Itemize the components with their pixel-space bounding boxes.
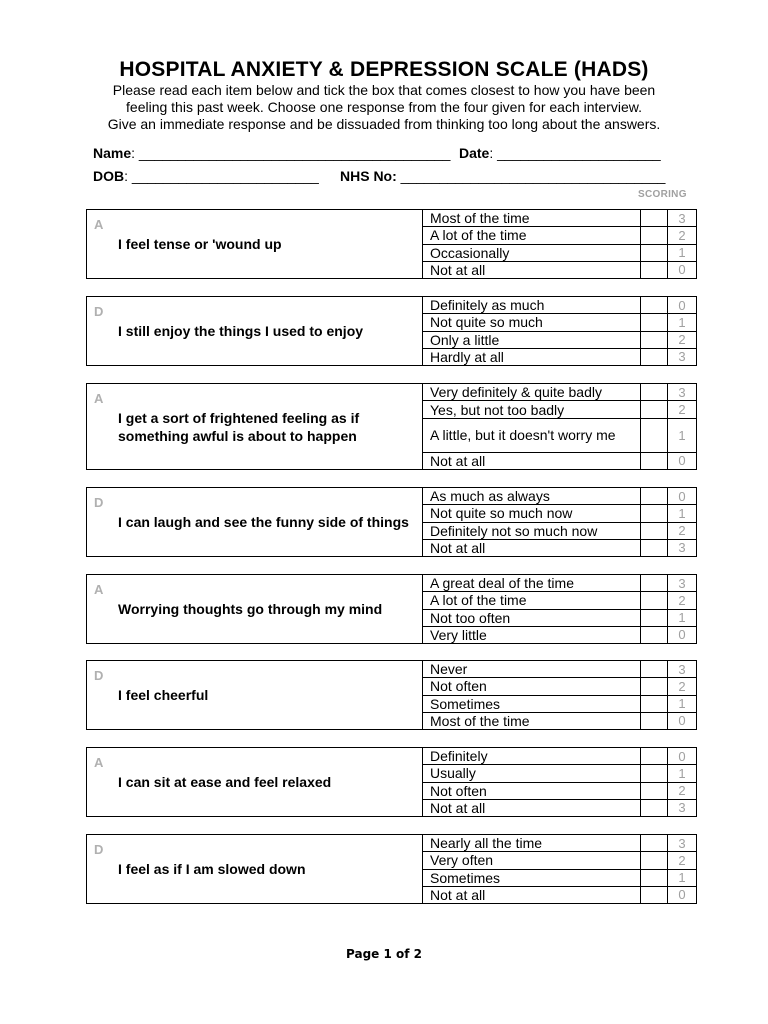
answer-options	[422, 210, 696, 278]
tick-box[interactable]	[640, 575, 667, 591]
answer-score: 0	[667, 748, 696, 764]
answer-label: Definitely as much	[430, 297, 545, 314]
answer-label: Not quite so much	[430, 314, 543, 331]
question-item	[86, 383, 697, 470]
answer-options	[422, 661, 696, 729]
answer-score: 0	[667, 453, 696, 469]
answer-label: Not at all	[430, 799, 486, 816]
answer-label: Occasionally	[430, 244, 510, 261]
answer-options	[422, 488, 696, 556]
nhs-field[interactable]	[340, 168, 665, 184]
tick-box[interactable]	[640, 610, 667, 626]
answer-score: 2	[667, 227, 696, 243]
answer-score: 2	[667, 523, 696, 539]
answer-row	[423, 661, 696, 677]
answer-row	[423, 313, 696, 330]
tick-box[interactable]	[640, 210, 667, 226]
tick-box[interactable]	[640, 661, 667, 677]
tick-box[interactable]	[640, 800, 667, 816]
instruction-line-3: Give an immediate response and be dissuaded from thinking too long about the answers.	[107, 116, 661, 132]
answer-label: Most of the time	[430, 712, 530, 729]
answer-score: 1	[667, 870, 696, 886]
answer-label: Not at all	[430, 539, 486, 556]
answer-label: Usually	[430, 765, 476, 782]
answer-row	[423, 522, 696, 539]
answer-label: Not at all	[430, 452, 486, 469]
tick-box[interactable]	[640, 419, 667, 452]
answer-row	[423, 748, 696, 764]
answer-label: Only a little	[430, 331, 500, 348]
name-label: Name	[93, 145, 132, 161]
tick-box[interactable]	[640, 835, 667, 851]
question-item	[86, 660, 697, 730]
subscale-tag: A	[94, 582, 104, 597]
tick-box[interactable]	[640, 384, 667, 400]
answer-row	[423, 504, 696, 521]
tick-box[interactable]	[640, 696, 667, 712]
answer-row	[423, 591, 696, 608]
answer-row	[423, 261, 696, 278]
answer-label: As much as always	[430, 488, 550, 505]
answer-label: Nearly all the time	[430, 835, 543, 852]
answer-options	[422, 384, 696, 469]
question-item	[86, 487, 697, 557]
tick-box[interactable]	[640, 245, 667, 261]
answer-row	[423, 869, 696, 886]
tick-box[interactable]	[640, 887, 667, 903]
tick-box[interactable]	[640, 852, 667, 868]
answer-row	[423, 452, 696, 469]
tick-box[interactable]	[640, 627, 667, 643]
question-text: I still enjoy the things I used to enjoy	[118, 323, 364, 339]
tick-box[interactable]	[640, 748, 667, 764]
answer-row	[423, 886, 696, 903]
answer-score: 2	[667, 332, 696, 348]
answer-label: Definitely not so much now	[430, 522, 598, 539]
answer-score: 0	[667, 887, 696, 903]
answer-row	[423, 575, 696, 591]
tick-box[interactable]	[640, 349, 667, 365]
dob-value[interactable]: : ________________________	[124, 168, 319, 184]
answer-label: Not quite so much now	[430, 505, 573, 522]
answer-row	[423, 384, 696, 400]
answer-score: 3	[667, 349, 696, 365]
question-text: I can sit at ease and feel relaxed	[118, 774, 332, 790]
tick-box[interactable]	[640, 765, 667, 781]
question-item	[86, 747, 697, 817]
answer-label: A lot of the time	[430, 227, 527, 244]
answer-label: A little, but it doesn't worry me	[430, 427, 616, 444]
answer-label: Very definitely & quite badly	[430, 384, 602, 401]
dob-field[interactable]	[93, 168, 319, 184]
page-title: HOSPITAL ANXIETY & DEPRESSION SCALE (HADS)	[119, 58, 649, 81]
answer-score: 1	[667, 314, 696, 330]
tick-box[interactable]	[640, 783, 667, 799]
question-item	[86, 209, 697, 279]
answer-score: 2	[667, 678, 696, 694]
nhs-value[interactable]: __________________________________	[396, 168, 666, 184]
answer-score: 1	[667, 696, 696, 712]
question-text: I feel cheerful	[118, 687, 209, 703]
tick-box[interactable]	[640, 297, 667, 313]
date-field[interactable]	[459, 145, 661, 161]
answer-label: Very little	[430, 626, 487, 643]
subscale-tag: D	[94, 495, 104, 510]
answer-row	[423, 226, 696, 243]
answer-row	[423, 677, 696, 694]
subscale-tag: D	[94, 304, 104, 319]
question-text: Worrying thoughts go through my mind	[118, 601, 383, 617]
answer-label: Yes, but not too badly	[430, 401, 565, 418]
question-item	[86, 574, 697, 644]
tick-box[interactable]	[640, 488, 667, 504]
answer-label: Not at all	[430, 886, 486, 903]
answer-options	[422, 297, 696, 365]
scoring-header: SCORING	[638, 189, 687, 200]
answer-score: 3	[667, 540, 696, 556]
answer-options	[422, 835, 696, 903]
tick-box[interactable]	[640, 523, 667, 539]
subscale-tag: A	[94, 755, 104, 770]
answer-score: 0	[667, 488, 696, 504]
answer-score: 2	[667, 401, 696, 417]
tick-box[interactable]	[640, 505, 667, 521]
name-value[interactable]: : ________________________________________	[131, 145, 451, 161]
answer-row	[423, 539, 696, 556]
answer-score: 1	[667, 505, 696, 521]
question-text: I get a sort of frightened feeling as if something awful is about to happen	[118, 409, 360, 444]
tick-box[interactable]	[640, 870, 667, 886]
answer-score: 0	[667, 297, 696, 313]
answer-score: 3	[667, 800, 696, 816]
date-label: Date	[459, 145, 490, 161]
answer-score: 3	[667, 575, 696, 591]
question-text: I can laugh and see the funny side of things	[118, 514, 409, 530]
question-item	[86, 834, 697, 904]
subscale-tag: A	[94, 217, 104, 232]
tick-box[interactable]	[640, 401, 667, 417]
answer-row	[423, 400, 696, 417]
answer-row	[423, 626, 696, 643]
answer-score: 3	[667, 210, 696, 226]
answer-label: Not often	[430, 782, 487, 799]
tick-box[interactable]	[640, 227, 667, 243]
instruction-line-1: Please read each item below and tick the box that comes closest to how you have been	[112, 82, 656, 98]
answer-score: 2	[667, 592, 696, 608]
answer-label: Definitely	[430, 748, 488, 765]
instruction-line-2: feeling this past week. Choose one response from the four given for each interview.	[126, 99, 642, 115]
tick-box[interactable]	[640, 332, 667, 348]
answer-label: Sometimes	[430, 695, 501, 712]
answer-row	[423, 835, 696, 851]
answer-row	[423, 712, 696, 729]
date-value[interactable]: : _____________________	[489, 145, 661, 161]
answer-label: Not too often	[430, 609, 511, 626]
answer-score: 2	[667, 783, 696, 799]
answer-score: 3	[667, 835, 696, 851]
answer-score: 2	[667, 852, 696, 868]
answer-label: Not often	[430, 678, 487, 695]
answer-label: Never	[430, 661, 468, 678]
answer-options	[422, 575, 696, 643]
answer-row	[423, 799, 696, 816]
subscale-tag: D	[94, 668, 104, 683]
tick-box[interactable]	[640, 314, 667, 330]
answer-label: A lot of the time	[430, 592, 527, 609]
answer-row	[423, 297, 696, 313]
answer-score: 0	[667, 627, 696, 643]
tick-box[interactable]	[640, 262, 667, 278]
answer-row	[423, 348, 696, 365]
answer-label: Hardly at all	[430, 348, 504, 365]
answer-label: Not at all	[430, 261, 486, 278]
tick-box[interactable]	[640, 592, 667, 608]
dob-label: DOB	[93, 168, 125, 184]
question-text: I feel tense or 'wound up	[118, 236, 282, 252]
answer-label: Most of the time	[430, 210, 530, 227]
answer-score: 1	[667, 765, 696, 781]
answer-row	[423, 851, 696, 868]
answer-score: 0	[667, 262, 696, 278]
tick-box[interactable]	[640, 453, 667, 469]
answer-row	[423, 782, 696, 799]
answer-options	[422, 748, 696, 816]
subscale-tag: A	[94, 391, 104, 406]
answer-score: 1	[667, 610, 696, 626]
answer-score: 0	[667, 713, 696, 729]
question-item	[86, 296, 697, 366]
answer-label: Sometimes	[430, 869, 501, 886]
answer-label: A great deal of the time	[430, 575, 574, 592]
answer-row	[423, 244, 696, 261]
tick-box[interactable]	[640, 540, 667, 556]
answer-score: 1	[667, 245, 696, 261]
answer-row	[423, 609, 696, 626]
tick-box[interactable]	[640, 678, 667, 694]
answer-row	[423, 418, 696, 452]
answer-row	[423, 488, 696, 504]
page-footer: Page 1 of 2	[346, 947, 422, 961]
answer-row	[423, 695, 696, 712]
question-text: I feel as if I am slowed down	[118, 861, 306, 877]
nhs-label: NHS No:	[340, 168, 397, 184]
tick-box[interactable]	[640, 713, 667, 729]
answer-score: 3	[667, 661, 696, 677]
subscale-tag: D	[94, 842, 104, 857]
answer-row	[423, 764, 696, 781]
name-field[interactable]	[93, 145, 450, 161]
answer-row	[423, 210, 696, 226]
answer-label: Very often	[430, 852, 494, 869]
answer-row	[423, 331, 696, 348]
answer-score: 1	[667, 419, 696, 452]
answer-score: 3	[667, 384, 696, 400]
